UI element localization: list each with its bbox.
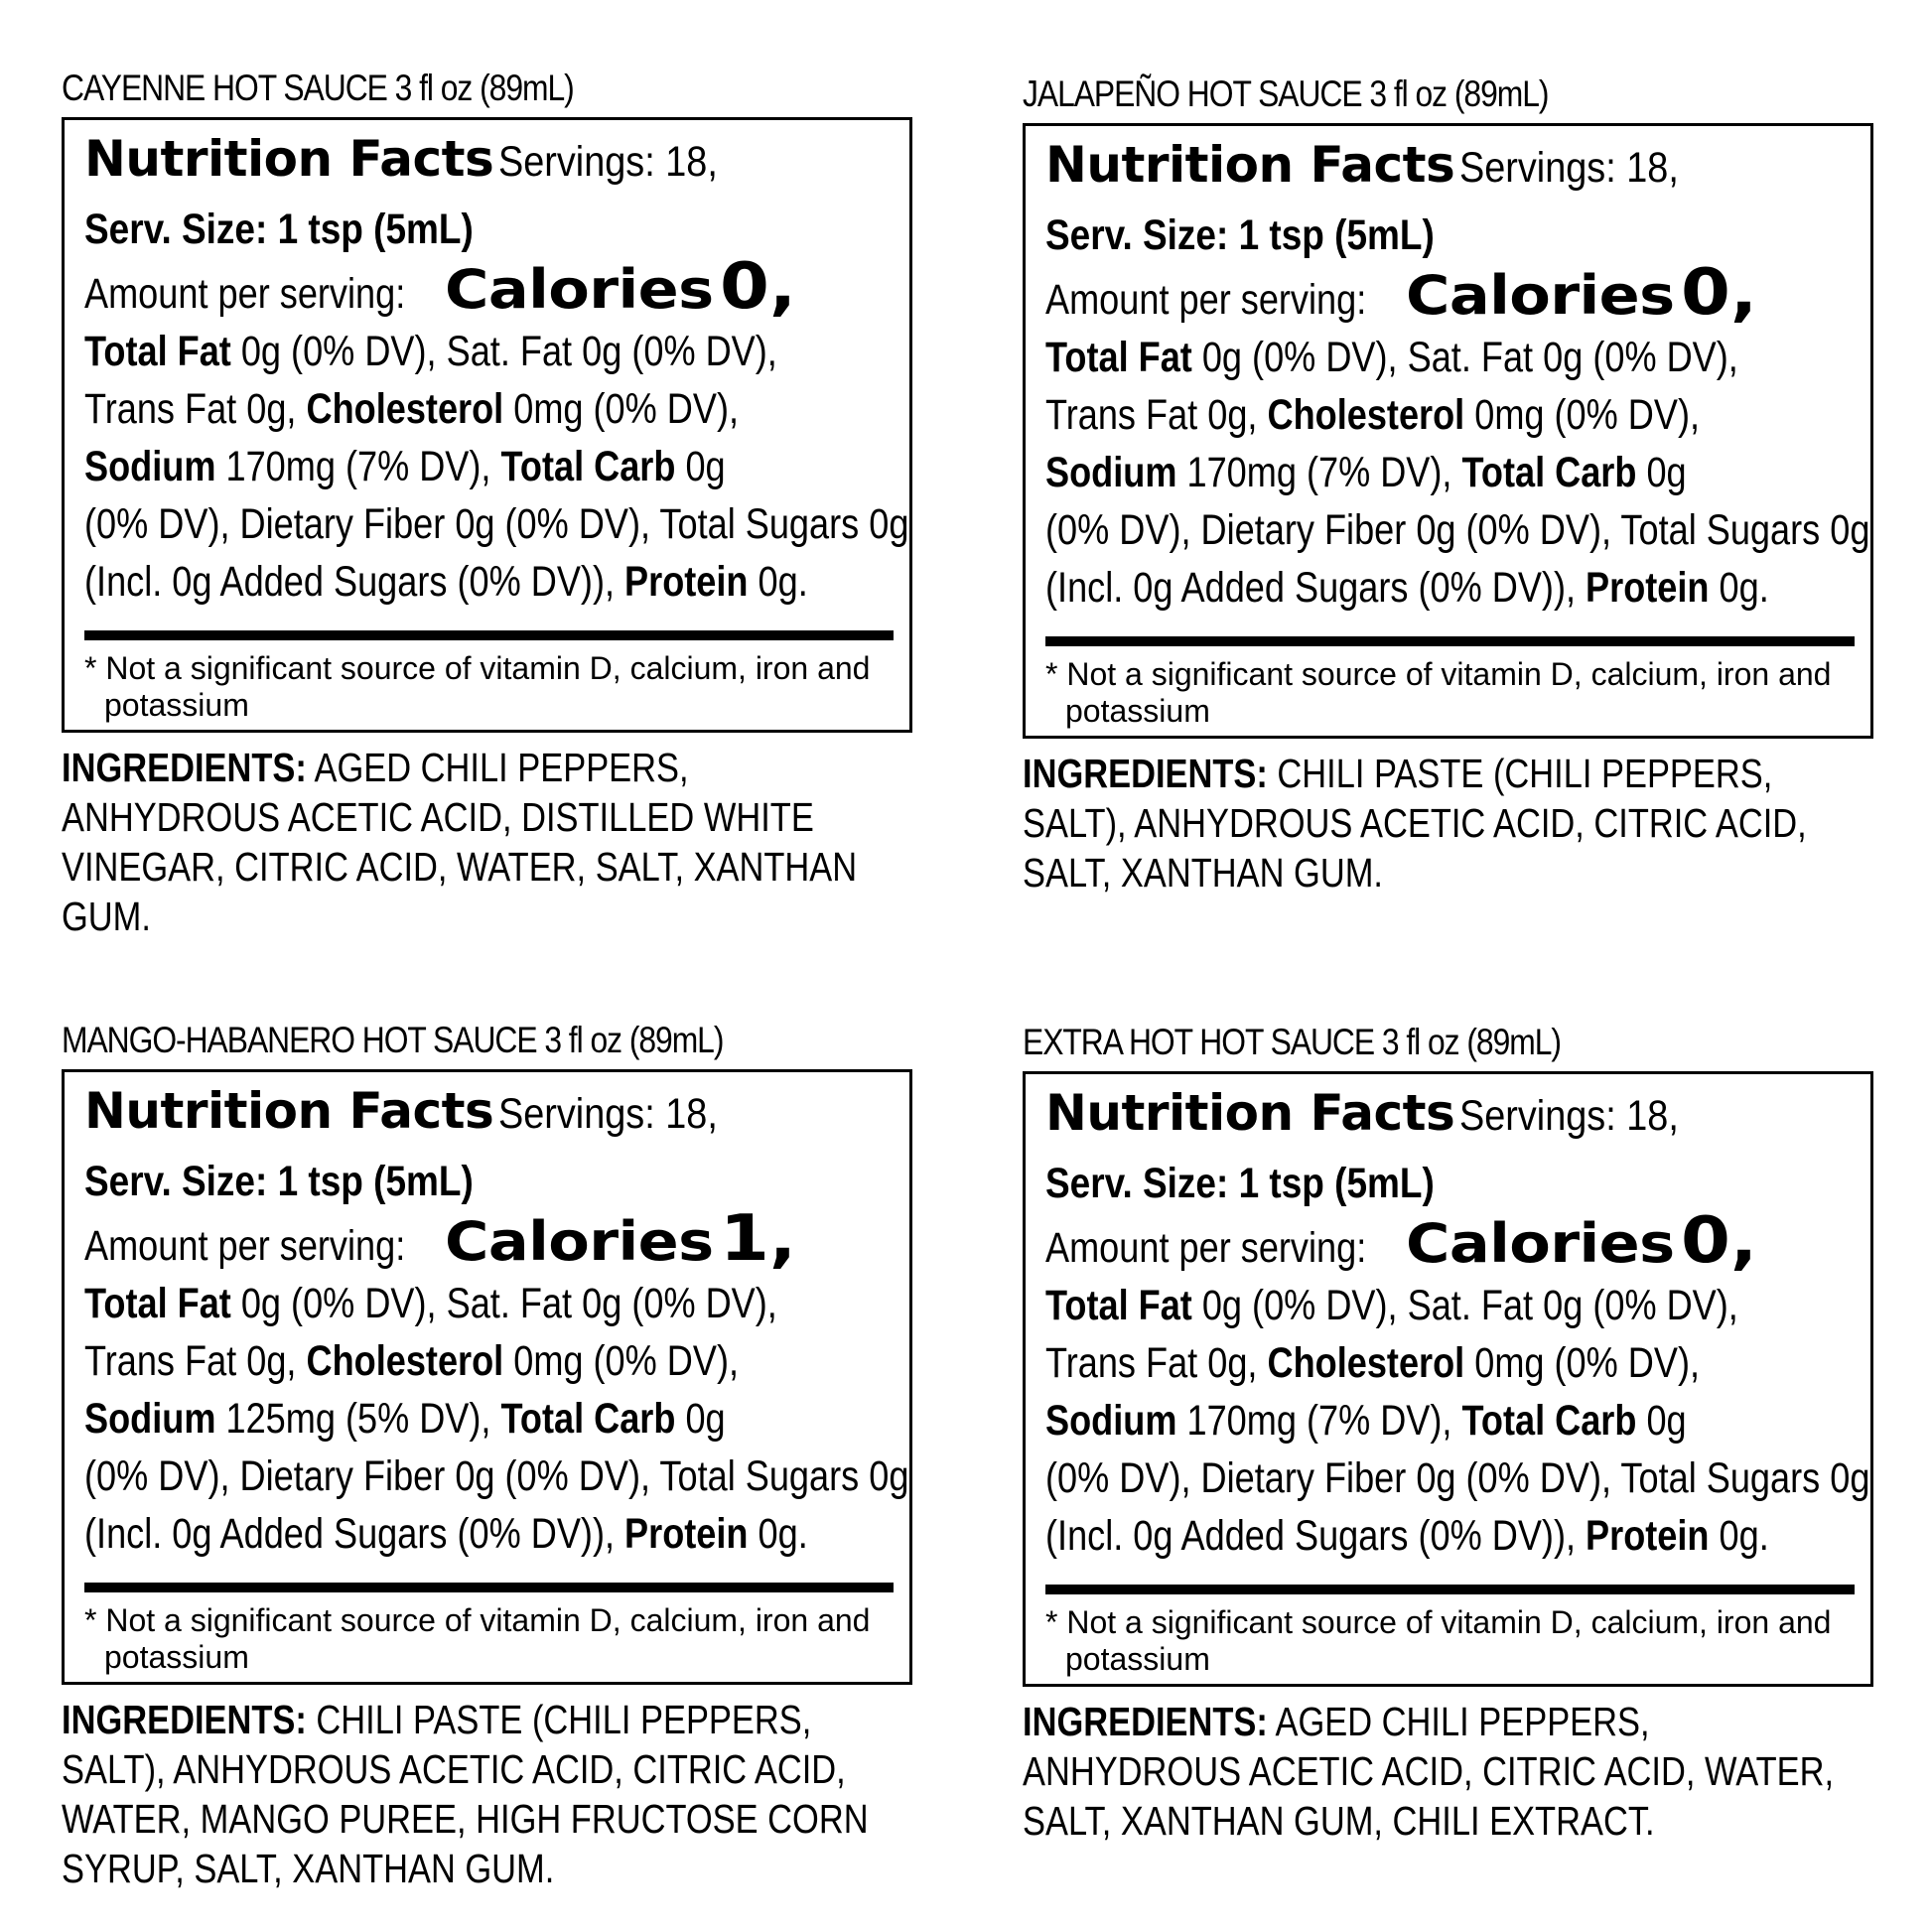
servings-text: Servings: 18, [1458, 1092, 1679, 1140]
total-carb-value: 0g [675, 443, 726, 490]
protein-label: Protein [1586, 1512, 1710, 1560]
cholesterol-value: 0mg (0% DV), [1464, 391, 1701, 439]
total-fat-label: Total Fat [84, 328, 231, 375]
protein-value: 0g. [748, 1510, 808, 1558]
thick-divider [1045, 1585, 1855, 1594]
added-sugars-text: (Incl. 0g Added Sugars (0% DV)), [1045, 1512, 1587, 1560]
sodium-value: 125mg (5% DV), [215, 1395, 501, 1443]
total-fat-value: 0g (0% DV), Sat. Fat 0g (0% DV), [230, 1280, 777, 1327]
footnote: * Not a significant source of vitamin D, calcium, iron and potassium [1045, 1604, 1832, 1677]
fat-line [84, 1275, 777, 1332]
footnote: * Not a significant source of vitamin D, calcium, iron and potassium [1045, 656, 1832, 729]
nutrition-facts-label: Nutrition Facts [1045, 136, 1455, 194]
sodium-value: 170mg (7% DV), [1176, 449, 1462, 496]
added-sugars-text: (Incl. 0g Added Sugars (0% DV)), [1045, 564, 1587, 612]
nutrition-facts-box [1023, 1071, 1873, 1687]
trans-fat-text: Trans Fat 0g, [1045, 1339, 1268, 1387]
ingredients [62, 743, 879, 941]
cholesterol-label: Cholesterol [1267, 391, 1465, 439]
amount-per-serving-label: Amount per serving: [84, 270, 406, 318]
panel-extra-hot [1023, 1020, 1896, 1846]
fiber-sugars-line: (0% DV), Dietary Fiber 0g (0% DV), Total Sugars 0g [84, 500, 909, 548]
nutrition-facts-box [62, 117, 912, 733]
nutrition-facts-header [84, 130, 894, 201]
ingredients-text: CHILI PASTE (CHILI PEPPERS, SALT), ANHYDROUS ACETIC ACID, CITRIC ACID, WATER, MANGO PUREE, HIGH FRUCTOSE CORN SYRUP, SALT, XANTHAN GUM. [62, 1697, 869, 1891]
nutrition-facts-label: Nutrition Facts [84, 1082, 494, 1140]
serving-size: Serv. Size: 1 tsp (5mL) [84, 206, 474, 253]
sodium-value: 170mg (7% DV), [215, 443, 501, 490]
total-carb-label: Total Carb [1461, 449, 1637, 496]
cholesterol-line [1045, 1334, 1725, 1392]
nutrition-facts-header [1045, 136, 1855, 207]
sodium-line [84, 1390, 764, 1448]
amount-per-serving-label: Amount per serving: [84, 1222, 406, 1270]
cholesterol-line [84, 380, 764, 438]
protein-line [84, 1505, 808, 1563]
protein-value: 0g. [748, 558, 808, 606]
nutrition-facts-box [1023, 123, 1873, 739]
total-fat-label: Total Fat [1045, 334, 1192, 381]
cholesterol-value: 0mg (0% DV), [503, 385, 740, 433]
cholesterol-value: 0mg (0% DV), [503, 1337, 740, 1385]
nutrition-facts-box [62, 1069, 912, 1685]
calories-label: Calories [444, 258, 714, 321]
calories-label: Calories [1405, 1212, 1675, 1275]
protein-value: 0g. [1709, 1512, 1769, 1560]
total-carb-label: Total Carb [500, 443, 676, 490]
sodium-line [84, 438, 764, 495]
servings-text: Servings: 18, [497, 138, 718, 186]
total-carb-value: 0g [675, 1395, 726, 1443]
footnote: * Not a significant source of vitamin D, calcium, iron and potassium [84, 650, 871, 723]
protein-label: Protein [1586, 564, 1710, 612]
total-carb-value: 0g [1636, 449, 1687, 496]
sodium-value: 170mg (7% DV), [1176, 1397, 1462, 1445]
nutrition-facts-header [1045, 1084, 1855, 1155]
panel-mango-habanero [62, 1018, 935, 1893]
total-fat-label: Total Fat [84, 1280, 231, 1327]
calories-value: 0, [1681, 256, 1758, 330]
amount-per-serving-label: Amount per serving: [1045, 276, 1367, 324]
ingredients [62, 1695, 879, 1893]
calories-line [1045, 1204, 1855, 1278]
ingredients-label: INGREDIENTS: [62, 745, 307, 790]
fat-line [1045, 329, 1738, 386]
sodium-label: Sodium [1045, 1397, 1177, 1445]
footnote: * Not a significant source of vitamin D, calcium, iron and potassium [84, 1602, 871, 1675]
calories-label: Calories [444, 1210, 714, 1273]
calories-line [1045, 256, 1855, 330]
cholesterol-label: Cholesterol [306, 385, 504, 433]
ingredients [1023, 749, 1840, 897]
protein-label: Protein [624, 1510, 749, 1558]
product-title: MANGO-HABANERO HOT SAUCE 3 fl oz (89mL) [62, 1020, 724, 1060]
product-title: EXTRA HOT HOT SAUCE 3 fl oz (89mL) [1023, 1022, 1561, 1062]
calories-value: 0, [1681, 1204, 1758, 1278]
cholesterol-line [1045, 386, 1725, 444]
panel-jalapeno [1023, 71, 1896, 897]
sodium-line [1045, 444, 1725, 501]
ingredients [1023, 1697, 1840, 1846]
cholesterol-label: Cholesterol [306, 1337, 504, 1385]
total-fat-value: 0g (0% DV), Sat. Fat 0g (0% DV), [230, 328, 777, 375]
calories-label: Calories [1405, 264, 1675, 327]
sodium-label: Sodium [84, 443, 216, 490]
panel-cayenne [62, 66, 935, 941]
sodium-label: Sodium [1045, 449, 1177, 496]
protein-label: Protein [624, 558, 749, 606]
fiber-sugars-line: (0% DV), Dietary Fiber 0g (0% DV), Total Sugars 0g [1045, 1454, 1870, 1502]
ingredients-text: CHILI PASTE (CHILI PEPPERS, SALT), ANHYDROUS ACETIC ACID, CITRIC ACID, SALT, XANTHAN GUM. [1023, 751, 1807, 896]
nutrition-facts-label: Nutrition Facts [84, 130, 494, 188]
servings-text: Servings: 18, [497, 1090, 718, 1138]
trans-fat-text: Trans Fat 0g, [84, 1337, 307, 1385]
added-sugars-text: (Incl. 0g Added Sugars (0% DV)), [84, 558, 625, 606]
calories-line [84, 250, 894, 324]
sodium-line [1045, 1392, 1725, 1449]
cholesterol-value: 0mg (0% DV), [1464, 1339, 1701, 1387]
calories-value: 0, [720, 250, 797, 324]
fat-line [1045, 1277, 1738, 1334]
product-title: JALAPEÑO HOT SAUCE 3 fl oz (89mL) [1023, 73, 1549, 114]
nutrition-facts-header [84, 1082, 894, 1153]
ingredients-label: INGREDIENTS: [1023, 751, 1268, 796]
trans-fat-text: Trans Fat 0g, [1045, 391, 1268, 439]
calories-value: 1, [720, 1202, 797, 1276]
total-carb-label: Total Carb [1461, 1397, 1637, 1445]
protein-line [84, 553, 808, 611]
fat-line [84, 323, 777, 380]
total-fat-value: 0g (0% DV), Sat. Fat 0g (0% DV), [1191, 1282, 1738, 1329]
serving-size: Serv. Size: 1 tsp (5mL) [1045, 211, 1435, 259]
amount-per-serving-label: Amount per serving: [1045, 1224, 1367, 1272]
trans-fat-text: Trans Fat 0g, [84, 385, 307, 433]
protein-value: 0g. [1709, 564, 1769, 612]
cholesterol-line [84, 1332, 764, 1390]
ingredients-text: AGED CHILI PEPPERS, ANHYDROUS ACETIC ACID, DISTILLED WHITE VINEGAR, CITRIC ACID, WATER, SALT, XANTHAN GUM. [62, 745, 858, 939]
ingredients-label: INGREDIENTS: [62, 1697, 307, 1742]
protein-line [1045, 559, 1769, 617]
nutrition-facts-label: Nutrition Facts [1045, 1084, 1455, 1142]
total-fat-label: Total Fat [1045, 1282, 1192, 1329]
total-fat-value: 0g (0% DV), Sat. Fat 0g (0% DV), [1191, 334, 1738, 381]
cholesterol-label: Cholesterol [1267, 1339, 1465, 1387]
sodium-label: Sodium [84, 1395, 216, 1443]
total-carb-label: Total Carb [500, 1395, 676, 1443]
fiber-sugars-line: (0% DV), Dietary Fiber 0g (0% DV), Total Sugars 0g [84, 1452, 909, 1500]
servings-text: Servings: 18, [1458, 144, 1679, 192]
total-carb-value: 0g [1636, 1397, 1687, 1445]
thick-divider [84, 1583, 894, 1592]
product-title: CAYENNE HOT SAUCE 3 fl oz (89mL) [62, 68, 574, 108]
protein-line [1045, 1507, 1769, 1565]
fiber-sugars-line: (0% DV), Dietary Fiber 0g (0% DV), Total Sugars 0g [1045, 506, 1870, 554]
thick-divider [1045, 636, 1855, 646]
thick-divider [84, 630, 894, 640]
serving-size: Serv. Size: 1 tsp (5mL) [1045, 1160, 1435, 1207]
ingredients-label: INGREDIENTS: [1023, 1699, 1268, 1744]
added-sugars-text: (Incl. 0g Added Sugars (0% DV)), [84, 1510, 625, 1558]
ingredients-text: AGED CHILI PEPPERS, ANHYDROUS ACETIC ACID, CITRIC ACID, WATER, SALT, XANTHAN GUM, CHILI EXTRACT. [1023, 1699, 1835, 1844]
serving-size: Serv. Size: 1 tsp (5mL) [84, 1158, 474, 1205]
calories-line [84, 1202, 894, 1276]
